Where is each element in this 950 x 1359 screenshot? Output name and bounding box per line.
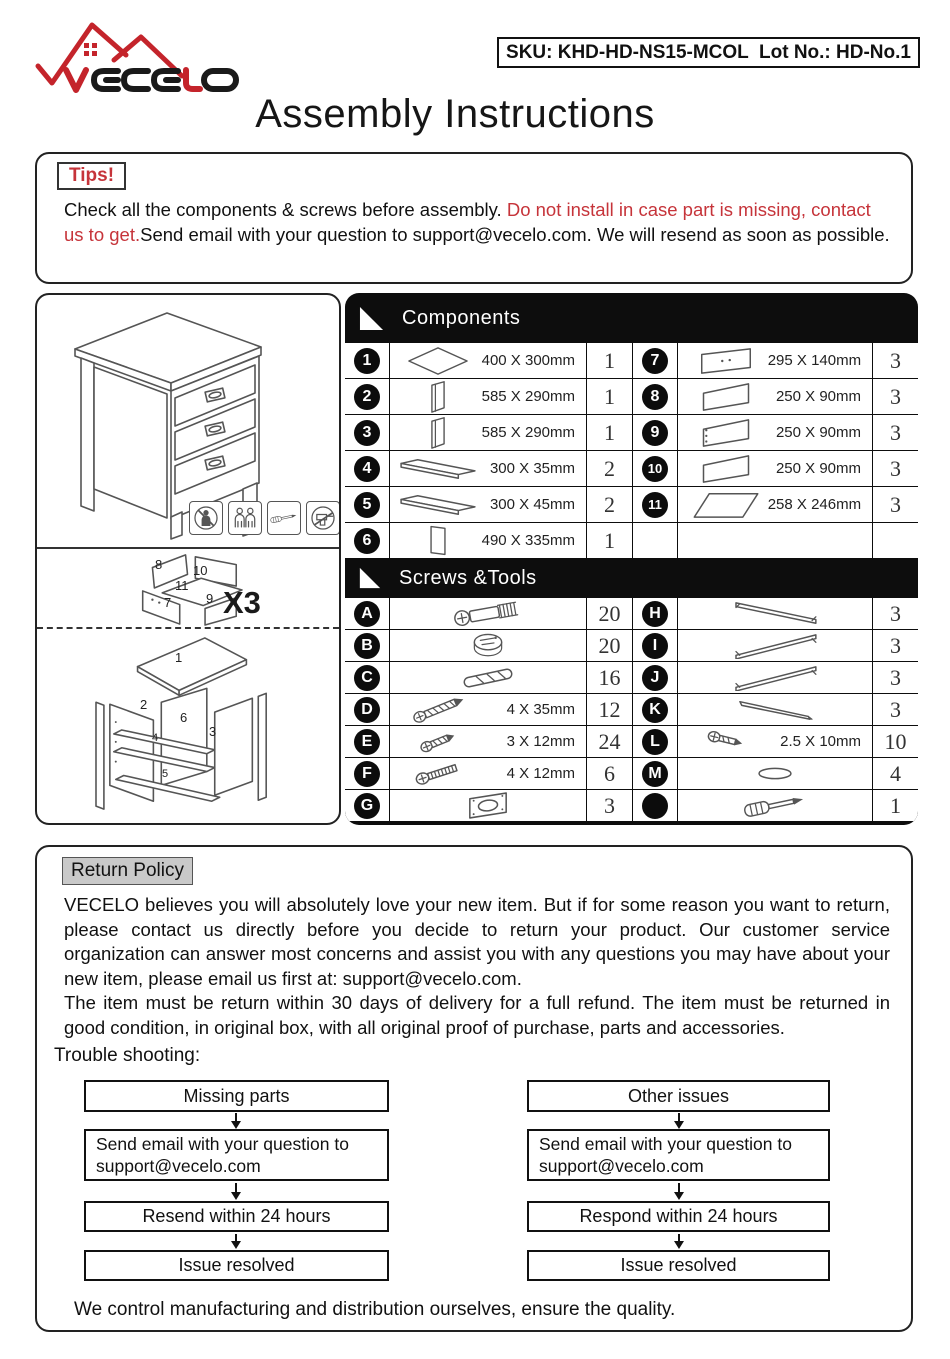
side-panel-icon xyxy=(396,416,481,449)
hardware-qty: 3 xyxy=(873,694,918,725)
hardware-qty: 24 xyxy=(587,726,632,757)
drawer-slide-icon xyxy=(731,601,819,627)
flow-arrow xyxy=(678,1183,680,1193)
part-dimension: 400 X 300mm xyxy=(481,352,575,369)
body-part-label: 6 xyxy=(180,710,188,725)
tips-text-warning: Do not install in case part is missing, contact us to get. xyxy=(64,199,871,245)
components-header xyxy=(345,293,918,343)
body-part-label: 3 xyxy=(209,724,217,739)
tips-text xyxy=(64,198,892,247)
flow-arrow xyxy=(678,1234,680,1242)
return-policy-box xyxy=(35,845,913,1332)
part-qty: 1 xyxy=(587,523,632,558)
flow-step-resolved: Issue resolved xyxy=(527,1250,830,1281)
hardware-letter-badge: M xyxy=(642,761,668,787)
part-number-badge: 7 xyxy=(642,348,668,374)
corner-triangle-icon xyxy=(359,306,384,331)
small-screw-icon xyxy=(396,728,481,756)
hardware-letter-badge: B xyxy=(354,633,380,659)
part-qty: 3 xyxy=(873,451,918,486)
hardware-qty: 20 xyxy=(587,630,632,661)
flow-step-respond: Respond within 24 hours xyxy=(527,1201,830,1232)
return-policy-para1: VECELO believes you will absolutely love your new item. But if for some reason you want to return, please contact us directly before you decide to return your product. Our customer service organization can answer most concerns and assist you with any questions you may have about your new item, please email us first at: support@vecelo.com. xyxy=(64,894,890,989)
hardware-qty: 6 xyxy=(587,758,632,789)
hardware-size: 4 X 12mm xyxy=(506,765,575,782)
part-dimension: 585 X 290mm xyxy=(481,388,575,405)
tiny-screw-icon xyxy=(684,728,768,755)
part-number-badge: 1 xyxy=(354,348,380,374)
metal-rod-icon xyxy=(735,698,815,722)
handle-plate-icon xyxy=(466,791,510,820)
screws-tools-title: Screws &Tools xyxy=(399,566,537,589)
flow-arrow xyxy=(678,1113,680,1122)
drawer-part-label: 11 xyxy=(175,578,189,593)
part-number-badge: 4 xyxy=(354,456,380,482)
hardware-qty: 12 xyxy=(587,694,632,725)
tool-badge xyxy=(642,793,668,819)
flow-step-send-email: Send email with your question to support@vecelo.com xyxy=(527,1129,830,1181)
multiplier-label: X3 xyxy=(223,585,261,620)
hardware-qty: 16 xyxy=(587,662,632,693)
components-title: Components xyxy=(402,306,521,329)
hardware-letter-badge: J xyxy=(642,665,668,691)
back-panel-icon xyxy=(396,524,481,557)
hardware-letter-badge: K xyxy=(642,697,668,723)
hardware-qty: 1 xyxy=(873,790,918,821)
part-number-badge: 8 xyxy=(642,384,668,410)
body-part-label: 4 xyxy=(152,732,159,744)
tips-text-1: Check all the components & screws before assembly. xyxy=(64,199,507,220)
hardware-letter-badge: E xyxy=(354,729,380,755)
drawer-slide-icon xyxy=(731,665,819,691)
page-title: Assembly Instructions xyxy=(255,92,655,136)
hardware-letter-badge: C xyxy=(354,665,380,691)
flow-step-resend: Resend within 24 hours xyxy=(84,1201,389,1232)
drawer-part-label: 10 xyxy=(193,563,208,578)
part-dimension: 250 X 90mm xyxy=(775,460,861,477)
screws-tools-header xyxy=(345,558,918,598)
hardware-qty: 3 xyxy=(873,662,918,693)
flow-step-send-email: Send email with your question to support@vecelo.com xyxy=(84,1129,389,1181)
body-part-label: 1 xyxy=(175,650,183,665)
part-qty: 3 xyxy=(873,415,918,450)
product-diagram-panel xyxy=(35,293,341,825)
hardware-letter-badge: F xyxy=(354,761,380,787)
screws-tools-table xyxy=(345,598,918,821)
part-number-badge: 10 xyxy=(642,456,668,482)
hardware-size: 4 X 35mm xyxy=(506,701,575,718)
dashed-divider xyxy=(37,627,339,629)
part-qty: 2 xyxy=(587,451,632,486)
drawer-slide-icon xyxy=(731,633,819,659)
part-qty: 1 xyxy=(587,379,632,414)
sku-lot-box: SKU: KHD-HD-NS15-MCOL Lot No.: HD-No.1 xyxy=(497,37,920,68)
part-qty: 2 xyxy=(587,487,632,522)
flow-step-other-issues: Other issues xyxy=(527,1080,830,1112)
part-qty: 3 xyxy=(873,343,918,378)
hardware-letter-badge: I xyxy=(642,633,668,659)
hardware-letter-badge: A xyxy=(354,601,380,627)
drawer-part-label: 8 xyxy=(155,557,163,572)
hardware-qty: 3 xyxy=(873,630,918,661)
part-number-badge: 6 xyxy=(354,528,380,554)
part-number-badge: 11 xyxy=(642,492,668,518)
wood-dowel-icon xyxy=(458,665,518,691)
no-power-drill-icon xyxy=(306,501,340,535)
part-dimension: 295 X 140mm xyxy=(767,352,862,369)
return-policy-para2: The item must be return within 30 days of delivery for a full refund. The item must be returned in good condition, in original box, with all original proof of purchase, parts and accessories. xyxy=(64,992,890,1038)
part-dimension: 300 X 35mm xyxy=(489,460,575,477)
screwdriver-icon xyxy=(267,501,301,535)
trouble-shooting-label: Trouble shooting: xyxy=(54,1045,201,1066)
safety-icons xyxy=(189,501,340,535)
screwdriver-icon xyxy=(740,792,810,819)
rail-bar-icon xyxy=(396,457,481,481)
cam-bolt-icon xyxy=(450,599,526,628)
flow-step-missing-parts: Missing parts xyxy=(84,1080,389,1112)
small-panel-icon xyxy=(684,382,768,412)
part-qty: 1 xyxy=(587,415,632,450)
cam-lock-icon xyxy=(468,631,508,660)
rail-bar-icon xyxy=(396,493,481,517)
body-part-label: 2 xyxy=(140,697,148,712)
tips-box xyxy=(35,152,913,284)
drawer-part-label: 9 xyxy=(206,591,214,606)
side-panel-icon xyxy=(396,380,481,413)
vecelo-logo xyxy=(28,14,240,94)
tips-text-2: Send email with your question to support@vecelo.com. We will resend as soon as possible. xyxy=(140,223,890,245)
hardware-letter-badge: L xyxy=(642,729,668,755)
parts-tables xyxy=(345,293,918,825)
part-dimension: 258 X 246mm xyxy=(767,496,862,513)
part-qty: 3 xyxy=(873,379,918,414)
part-dimension: 300 X 45mm xyxy=(489,496,575,513)
part-number-badge: 3 xyxy=(354,420,380,446)
quality-statement: We control manufacturing and distribution ourselves, ensure the quality. xyxy=(74,1299,676,1320)
flat-panel-icon xyxy=(396,346,481,376)
wood-screw-icon xyxy=(396,695,481,724)
return-policy-text xyxy=(64,893,890,1041)
bottom-panel-icon xyxy=(684,491,768,519)
body-part-label: 5 xyxy=(162,768,169,780)
part-dimension: 250 X 90mm xyxy=(775,388,861,405)
small-panel-dots-icon xyxy=(684,418,768,448)
panel-divider xyxy=(37,547,339,549)
part-number-badge: 2 xyxy=(354,384,380,410)
part-qty: 1 xyxy=(587,343,632,378)
flow-arrow xyxy=(235,1113,237,1122)
body-exploded-illustration xyxy=(57,633,322,821)
drawer-front-icon xyxy=(684,347,768,375)
part-dimension: 490 X 335mm xyxy=(481,532,575,549)
drawer-part-label: 7 xyxy=(164,595,172,610)
cover-cap-icon xyxy=(756,766,794,781)
hardware-letter-badge: H xyxy=(642,601,668,627)
hardware-qty: 10 xyxy=(873,726,918,757)
components-table xyxy=(345,343,918,558)
no-single-person-icon xyxy=(189,501,223,535)
hardware-qty: 3 xyxy=(873,598,918,629)
part-number-badge: 9 xyxy=(642,420,668,446)
corner-triangle-icon xyxy=(359,567,381,589)
hardware-letter-badge: G xyxy=(354,793,380,819)
part-qty: 3 xyxy=(873,487,918,522)
flow-arrow xyxy=(235,1183,237,1193)
part-dimension: 585 X 290mm xyxy=(481,424,575,441)
hardware-qty: 4 xyxy=(873,758,918,789)
part-number-badge: 5 xyxy=(354,492,380,518)
tips-label: Tips! xyxy=(57,162,126,190)
part-dimension: 250 X 90mm xyxy=(775,424,861,441)
return-policy-label: Return Policy xyxy=(62,857,193,885)
hardware-qty: 20 xyxy=(587,598,632,629)
two-person-assembly-icon xyxy=(228,501,262,535)
small-panel-icon xyxy=(684,454,768,484)
flow-step-resolved: Issue resolved xyxy=(84,1250,389,1281)
machine-screw-icon xyxy=(396,760,481,787)
hardware-qty: 3 xyxy=(587,790,632,821)
hardware-letter-badge: D xyxy=(354,697,380,723)
hardware-size: 2.5 X 10mm xyxy=(780,733,861,750)
hardware-size: 3 X 12mm xyxy=(506,733,575,750)
flow-arrow xyxy=(235,1234,237,1242)
